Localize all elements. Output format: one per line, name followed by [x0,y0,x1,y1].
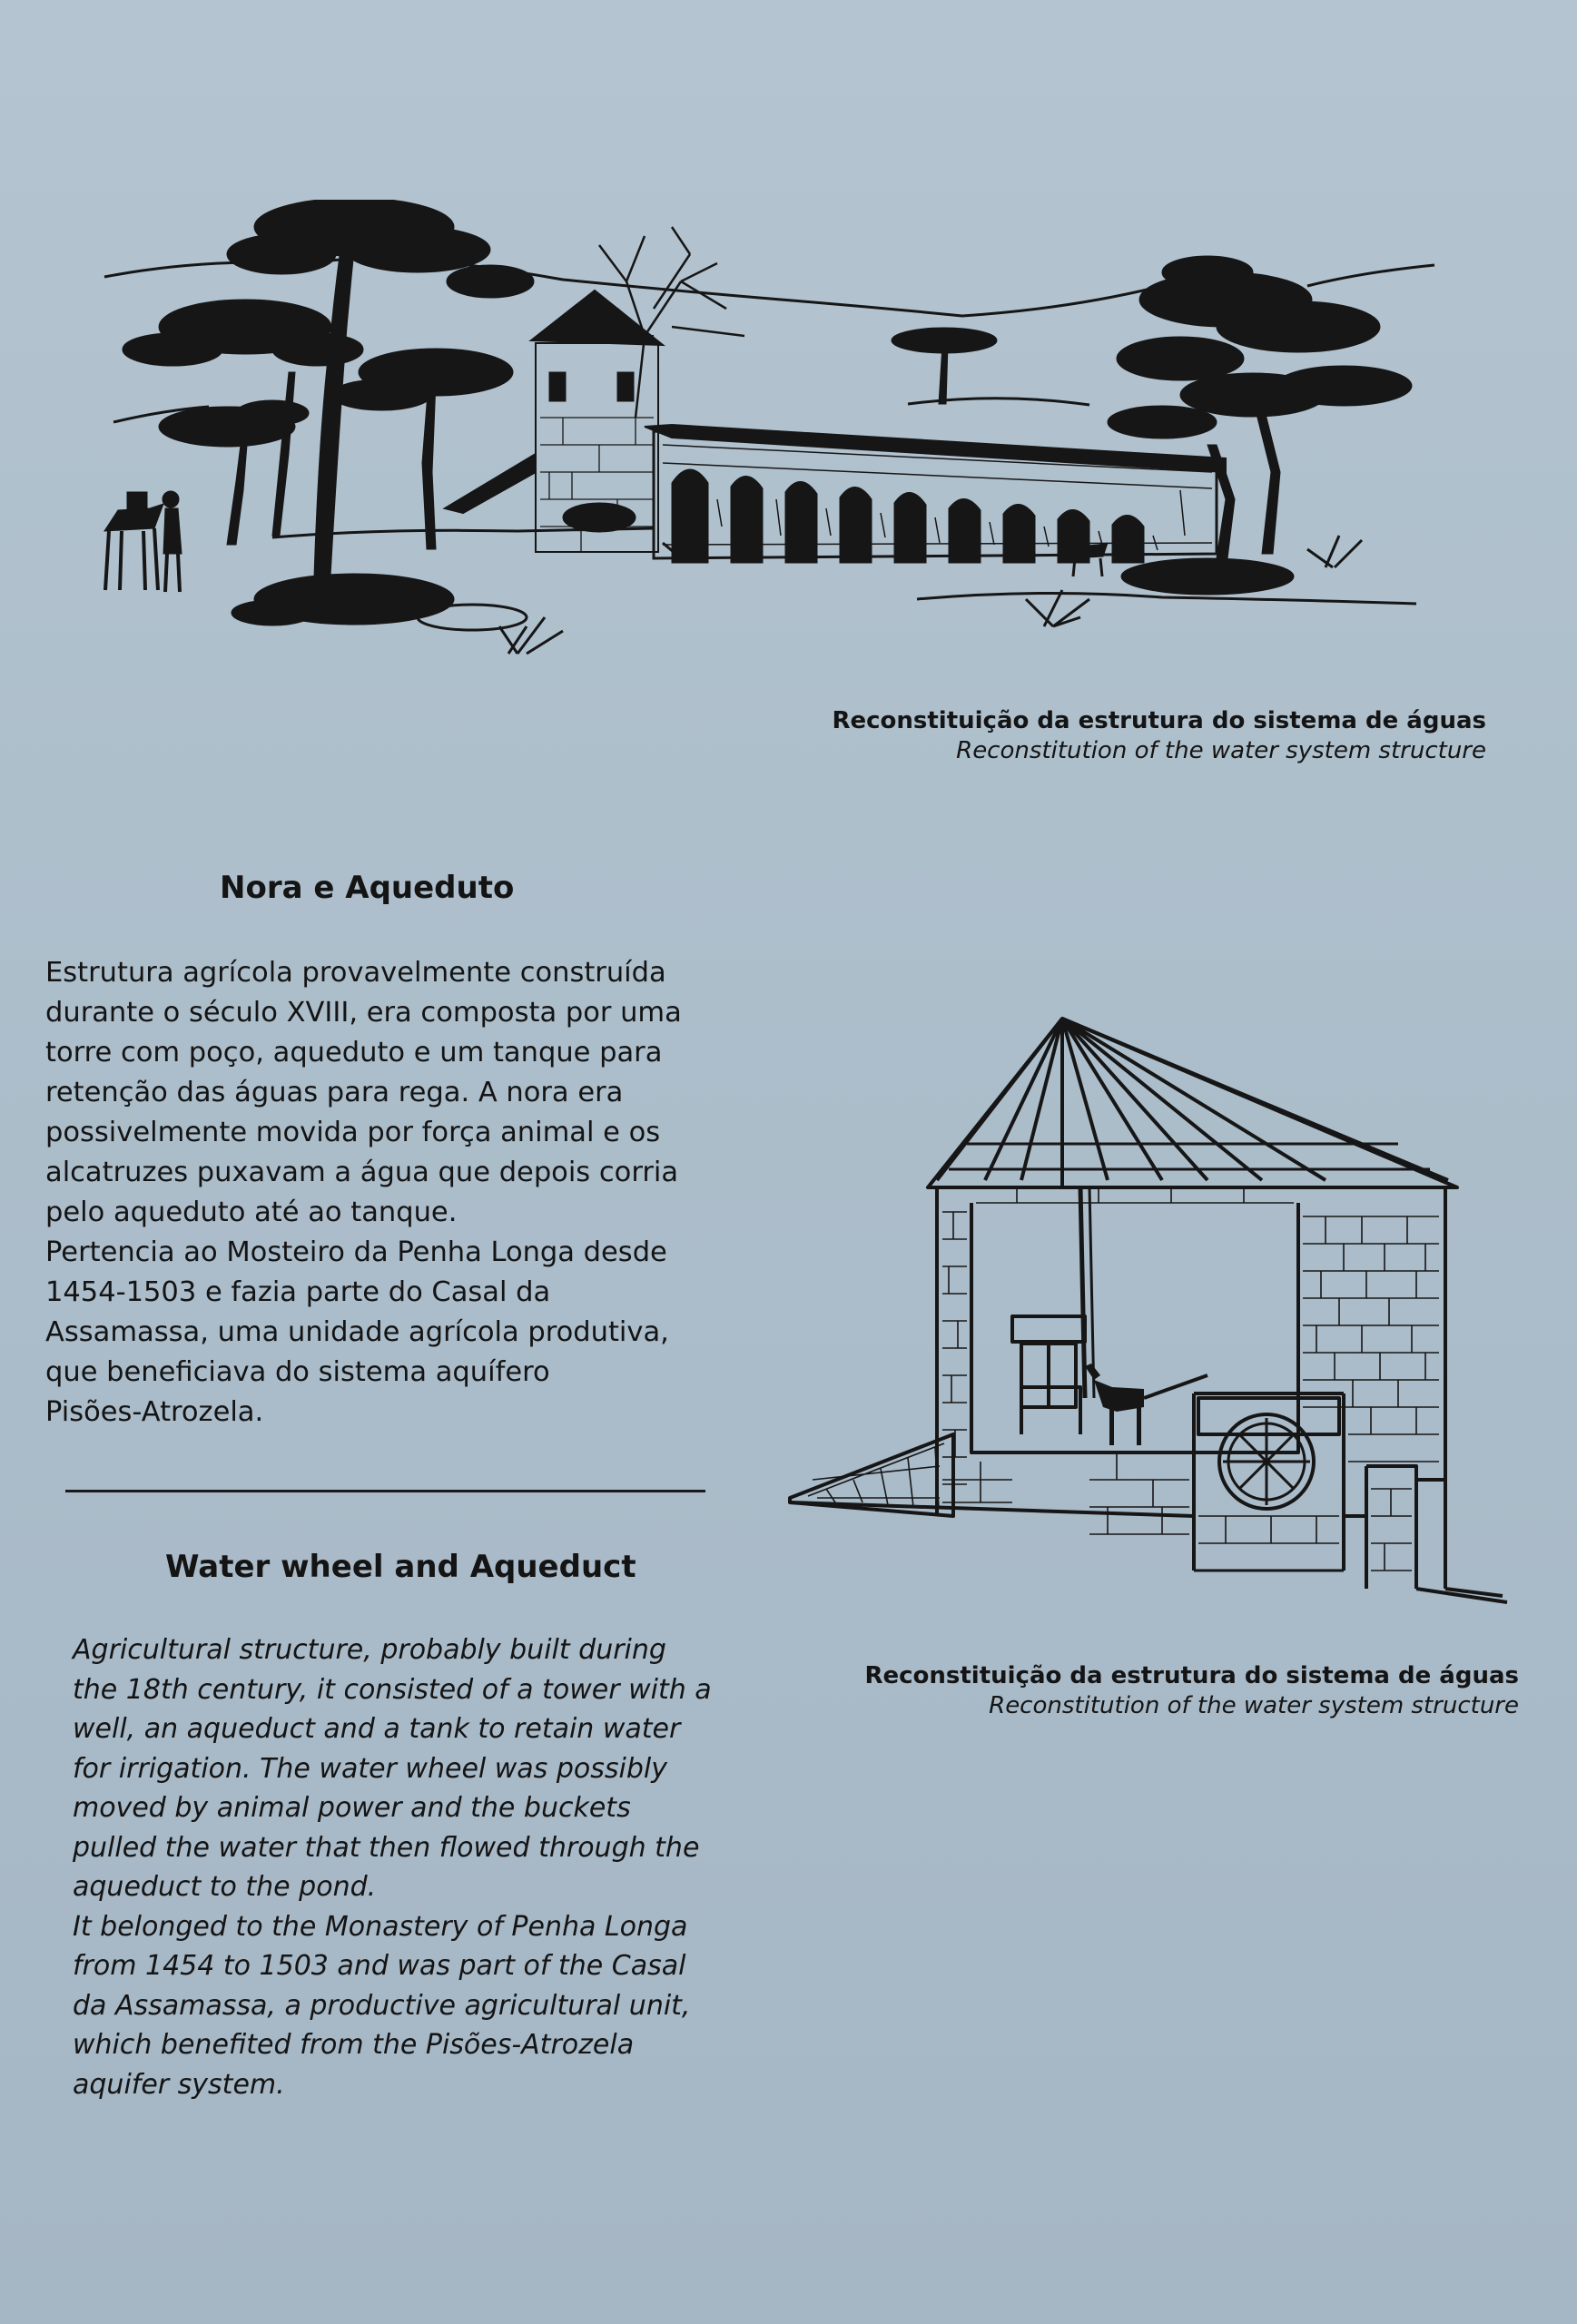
top-caption-english: Reconstitution of the water system structure [956,736,1486,764]
english-description [73,1630,735,2104]
en-line: aqueduct to the pond. [73,1871,377,1903]
pt-line: Estrutura agrícola provavelmente construída [45,957,666,989]
en-line: from 1454 to 1503 and was part of the Casal [73,1950,686,1982]
pt-line: que beneficiava do sistema aquífero [45,1356,550,1388]
pt-line: 1454-1503 e fazia parte do Casal da [45,1276,551,1308]
pt-line: alcatruzes puxavam a água que depois corria [45,1157,679,1188]
pt-line: retenção das águas para rega. A nora era [45,1077,624,1108]
pt-line: durante o século XVIII, era composta por uma [45,997,682,1029]
bottom-caption-portuguese: Reconstituição da estrutura do sistema de águas [864,1662,1519,1689]
english-title: Water wheel and Aqueduct [165,1549,636,1585]
top-caption-portuguese: Reconstituição da estrutura do sistema de águas [832,707,1486,734]
aqueduct-landscape-illustration [91,200,1471,690]
en-line: the 18th century, it consisted of a tower with a [73,1673,712,1706]
en-line: which benefited from the Pisões-Atrozela [73,2029,635,2061]
en-line: for irrigation. The water wheel was possibly [73,1752,667,1785]
top-illustration-caption [832,706,1486,765]
pt-line: possivelmente movida por força animal e os [45,1117,661,1148]
pt-line: pelo aqueduto até ao tanque. [45,1196,458,1228]
water-wheel-tower-illustration [781,1008,1516,1616]
en-line: pulled the water that then flowed through the [73,1831,700,1864]
bottom-caption-english: Reconstitution of the water system structure [989,1691,1519,1719]
en-line: aquifer system. [73,2068,285,2101]
en-line: moved by animal power and the buckets [73,1792,631,1824]
section-divider [65,1490,705,1492]
portuguese-description [45,953,717,1433]
en-line: Agricultural structure, probably built during [73,1634,666,1666]
en-line: well, an aqueduct and a tank to retain water [73,1713,681,1745]
pt-line: Pisões-Atrozela. [45,1396,264,1428]
en-line: It belonged to the Monastery of Penha Longa [73,1910,688,1943]
portuguese-title: Nora e Aqueduto [220,870,515,906]
bottom-illustration-caption [864,1661,1519,1720]
pt-line: torre com poço, aqueduto e um tanque para [45,1037,663,1068]
pt-line: Assamassa, uma unidade agrícola produtiva, [45,1316,669,1348]
en-line: da Assamassa, a productive agricultural unit, [73,1989,691,2022]
pt-line: Pertencia ao Mosteiro da Penha Longa desde [45,1236,667,1268]
